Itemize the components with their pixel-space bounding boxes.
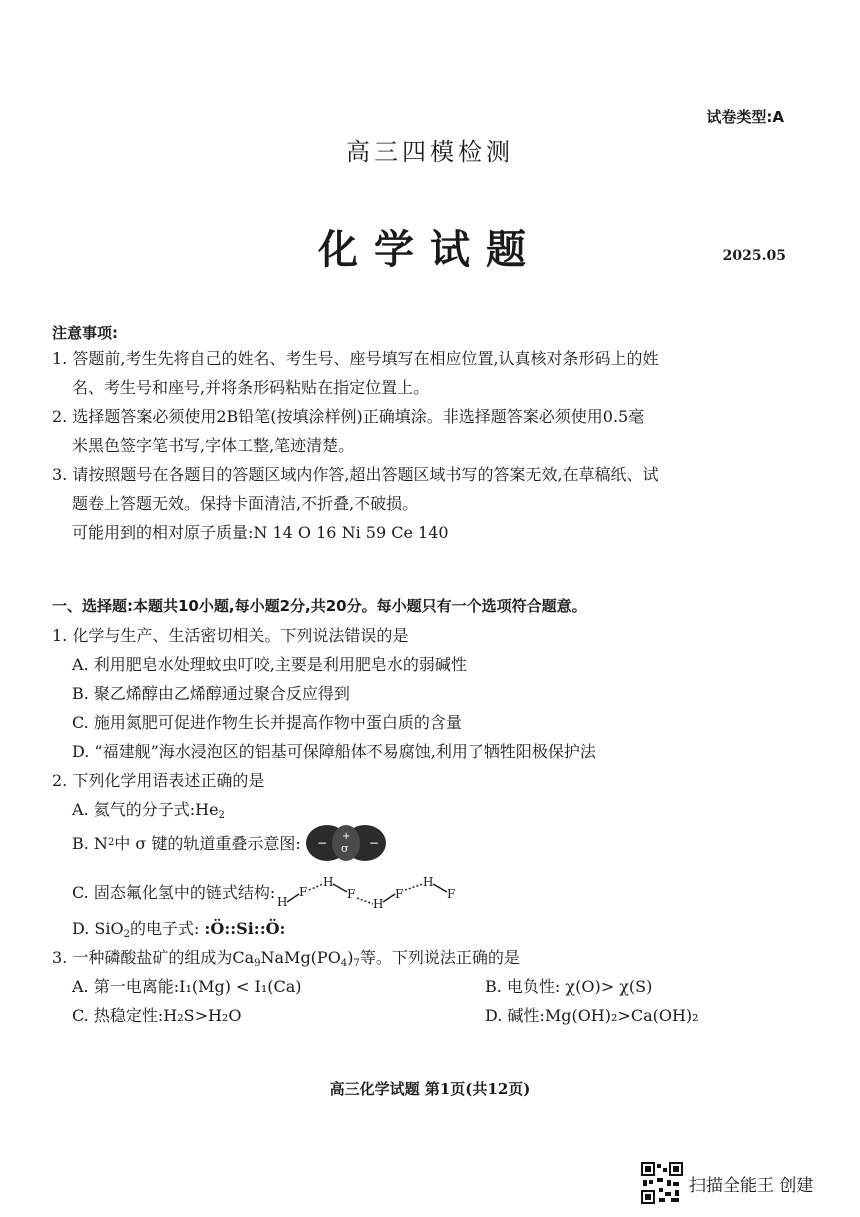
note-2-line-2: 米黑色签字笔书写,字体工整,笔迹清楚。 — [72, 436, 355, 455]
orbital-plus: + — [341, 831, 351, 842]
q3-option-c: C. 热稳定性:H₂S>H₂O — [72, 1006, 242, 1025]
hf-atom-h3: H — [373, 897, 384, 910]
hf-atom-f2: F — [347, 887, 356, 901]
q2-d-text-post: 的电子式: — [130, 919, 200, 938]
scanner-watermark — [641, 1162, 813, 1204]
sio2-electron-formula: :Ö::Si::Ö: — [204, 919, 286, 938]
section-1-title: 一、选择题:本题共10小题,每小题2分,共20分。每小题只有一个选项符合题意。 — [52, 597, 587, 615]
q3-stem-pre: 3. 一种磷酸盐矿的组成为Ca — [52, 948, 255, 967]
q2-a-text: A. 氦气的分子式:He — [72, 800, 219, 819]
q3-option-d: D. 碱性:Mg(OH)₂>Ca(OH)₂ — [485, 1006, 699, 1025]
q2-option-a — [72, 795, 225, 824]
q2-d-subscript: 2 — [123, 929, 130, 940]
q2-option-d — [72, 914, 285, 943]
hf-chain-structure — [275, 874, 471, 910]
hf-atom-f3: F — [395, 887, 404, 901]
q3-option-b: B. 电负性: χ(O)> χ(S) — [485, 977, 653, 996]
q3-stem-post: 等。下列说法正确的是 — [359, 948, 520, 967]
q1-option-a: A. 利用肥皂水处理蚊虫叮咬,主要是利用肥皂水的弱碱性 — [72, 655, 467, 674]
q2-b-text-pre: B. N — [72, 833, 108, 853]
note-3-line-1: 3. 请按照题号在各题目的答题区域内作答,超出答题区域书写的答案无效,在草稿纸、试 — [52, 465, 659, 484]
note-2-line-1: 2. 选择题答案必须使用2B铅笔(按填涂样例)正确填涂。非选择题答案必须使用0.5毫 — [52, 407, 645, 426]
q2-c-text: C. 固态氟化氢中的链式结构: — [72, 882, 276, 902]
note-1-line-1: 1. 答题前,考生先将自己的姓名、考生号、座号填写在相应位置,认真核对条形码上的姓 — [52, 349, 659, 368]
q2-option-b: B. N 2 中 σ 键的轨道重叠示意图: − + σ − — [72, 822, 387, 864]
exam-name: 高三四模检测 — [346, 138, 514, 166]
paper-type-label: 试卷类型:A — [706, 108, 784, 126]
q2-stem: 2. 下列化学用语表述正确的是 — [52, 771, 265, 790]
qr-code-icon — [641, 1162, 683, 1204]
q2-d-text-pre: D. SiO — [72, 919, 124, 938]
q2-a-subscript: 2 — [218, 810, 225, 821]
note-1-line-2: 名、考生号和座号,并将条形码粘贴在指定位置上。 — [72, 378, 430, 397]
q3-stem-mid: NaMg(PO — [260, 948, 341, 967]
q3-stem-mid2: ) — [347, 948, 354, 967]
orbital-minus-left: − — [316, 836, 327, 850]
q3-sub-2: 4 — [340, 958, 348, 969]
atomic-masses: 可能用到的相对原子质量:N 14 O 16 Ni 59 Ce 140 — [72, 523, 449, 542]
hf-atom-f1: F — [299, 885, 308, 899]
orbital-sigma: σ — [340, 842, 349, 855]
subject-title: 化学试题 — [318, 226, 542, 273]
sigma-orbital-diagram — [305, 823, 387, 863]
q3-stem — [52, 943, 520, 972]
orbital-minus-right: − — [368, 836, 379, 850]
scanner-watermark-text: 扫描全能王 创建 — [689, 1175, 814, 1196]
hf-atom-h1: H — [277, 895, 288, 909]
q3-option-a: A. 第一电离能:I₁(Mg) < I₁(Ca) — [72, 977, 302, 996]
hf-atom-h4: H — [423, 875, 434, 889]
notes-title: 注意事项: — [52, 324, 118, 342]
q1-option-d: D. “福建舰”海水浸泡区的铝基可保障船体不易腐蚀,利用了牺牲阳极保护法 — [72, 742, 596, 761]
q2-b-text-post: 中 σ 键的轨道重叠示意图: — [114, 833, 301, 853]
q1-option-c: C. 施用氮肥可促进作物生长并提高作物中蛋白质的含量 — [72, 713, 462, 732]
hf-atom-f4: F — [447, 887, 456, 901]
q2-option-c — [72, 872, 471, 912]
hf-atom-h2: H — [323, 875, 334, 889]
q1-option-b: B. 聚乙烯醇由乙烯醇通过聚合反应得到 — [72, 684, 350, 703]
q1-stem: 1. 化学与生产、生活密切相关。下列说法错误的是 — [52, 626, 409, 645]
q3-sub-1: 9 — [254, 958, 261, 969]
exam-date: 2025.05 — [722, 248, 786, 264]
q3-sub-3: 7 — [353, 958, 360, 969]
page-footer: 高三化学试题 第1页(共12页) — [329, 1080, 531, 1098]
note-3-line-2: 题卷上答题无效。保持卡面清洁,不折叠,不破损。 — [72, 494, 419, 513]
